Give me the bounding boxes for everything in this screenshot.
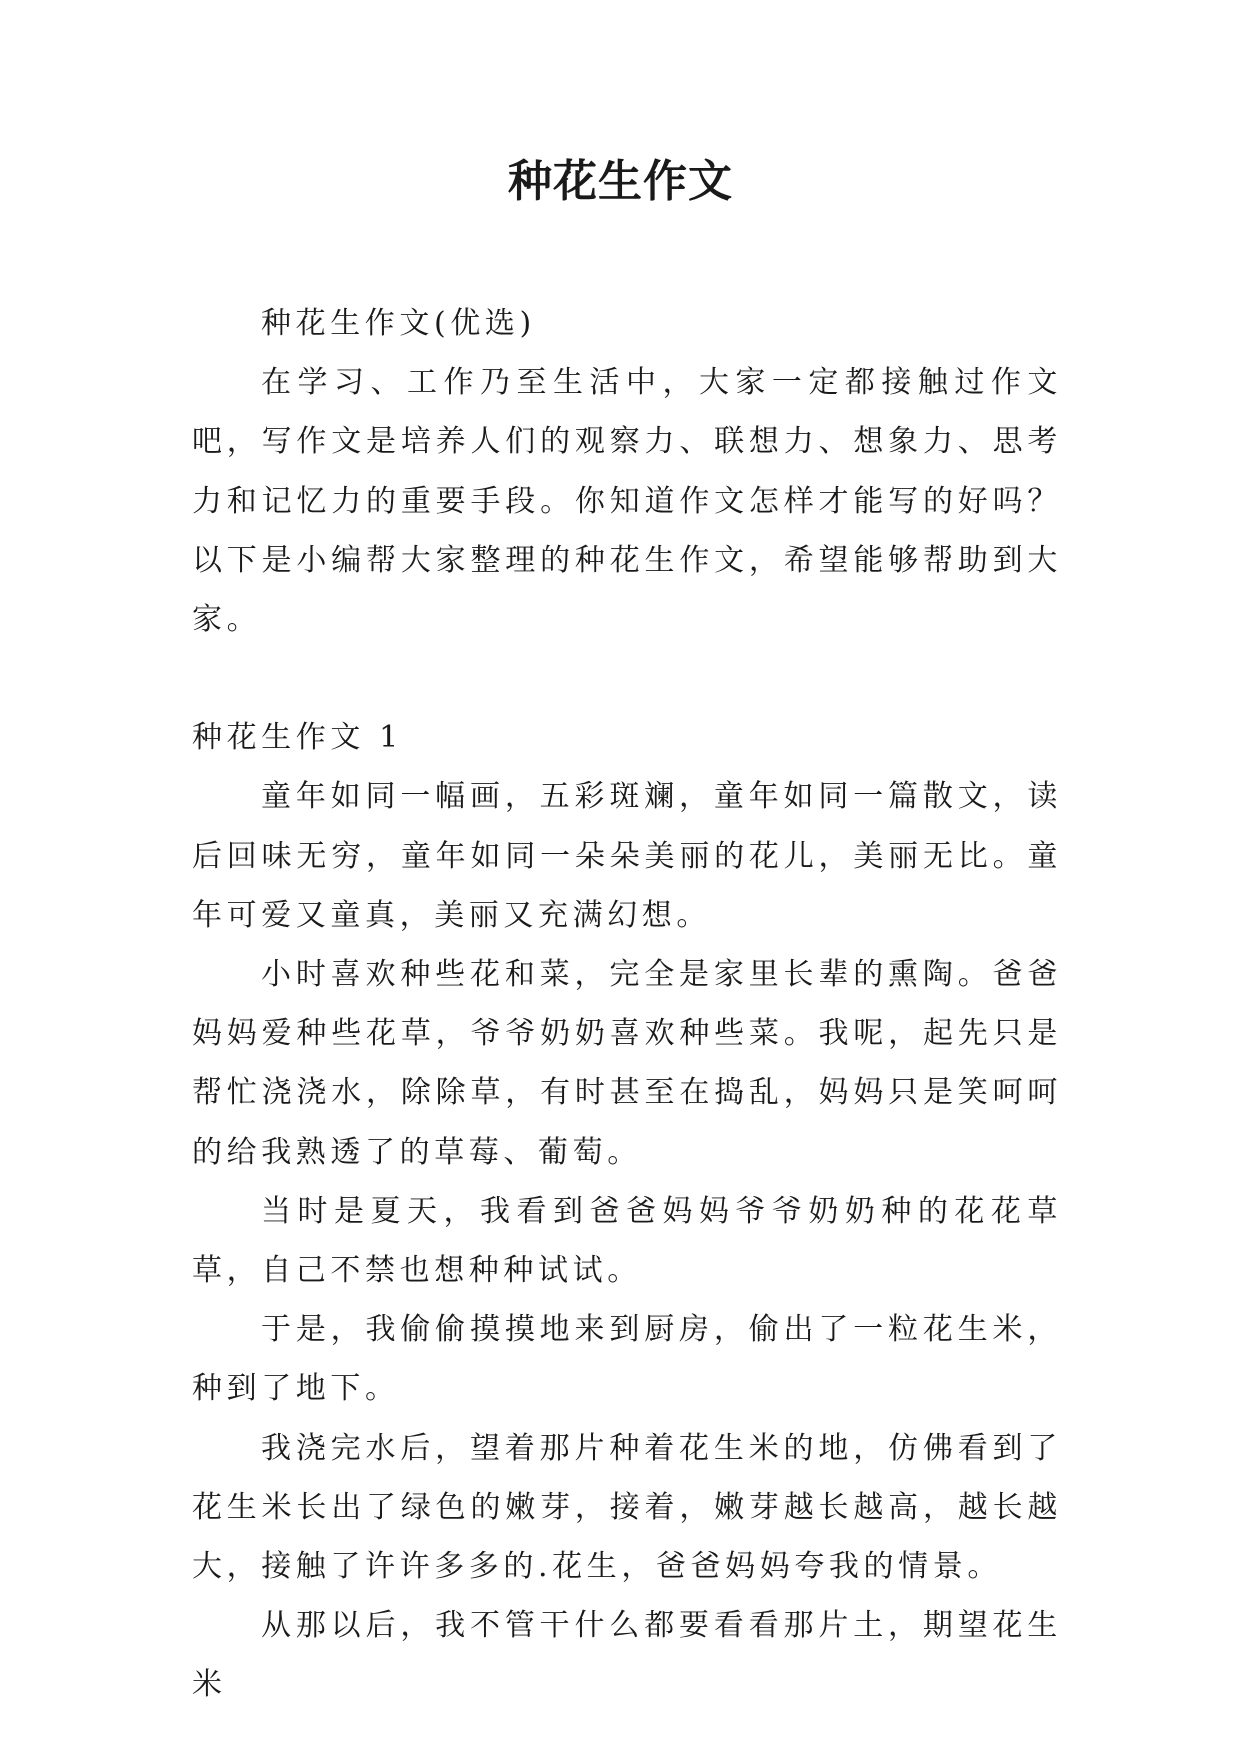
document-title: 种花生作文 <box>508 156 733 207</box>
paragraph: 小时喜欢种些花和菜，完全是家里长辈的熏陶。爸爸妈妈爱种些花草，爷爷奶奶喜欢种些菜。我呢，起先只是帮忙浇浇水，除除草，有时甚至在捣乱，妈妈只是笑呵呵的给我熟透了的草莓、葡萄。 <box>192 957 1062 1170</box>
paragraph: 当时是夏天，我看到爸爸妈妈爷爷奶奶种的花花草草，自己不禁也想种种试试。 <box>192 1193 1062 1289</box>
intro-paragraph: 在学习、工作乃至生活中，大家一定都接触过作文吧，写作文是培养人们的观察力、联想力、想象力、思考力和记忆力的重要手段。你知道作文怎样才能写的好吗？以下是小编帮大家整理的种花生作文，希望能够帮助到大家。 <box>192 365 1062 638</box>
section-heading: 种花生作文 1 <box>192 720 403 756</box>
document-subtitle: 种花生作文(优选) <box>261 306 536 341</box>
paragraph: 童年如同一幅画，五彩斑斓，童年如同一篇散文，读后回味无穷，童年如同一朵朵美丽的花儿，美丽无比。童年可爱又童真，美丽又充满幻想。 <box>192 779 1062 933</box>
paragraph: 我浇完水后，望着那片种着花生米的地，仿佛看到了花生米长出了绿色的嫩芽，接着，嫩芽越长越高，越长越大，接触了许许多多的.花生，爸爸妈妈夸我的情景。 <box>192 1430 1062 1585</box>
paragraph: 从那以后，我不管干什么都要看看那片土，期望花生米 <box>192 1608 1062 1703</box>
document-body <box>192 294 1062 1715</box>
paragraph: 于是，我偷偷摸摸地来到厨房，偷出了一粒花生米，种到了地下。 <box>192 1312 1062 1407</box>
